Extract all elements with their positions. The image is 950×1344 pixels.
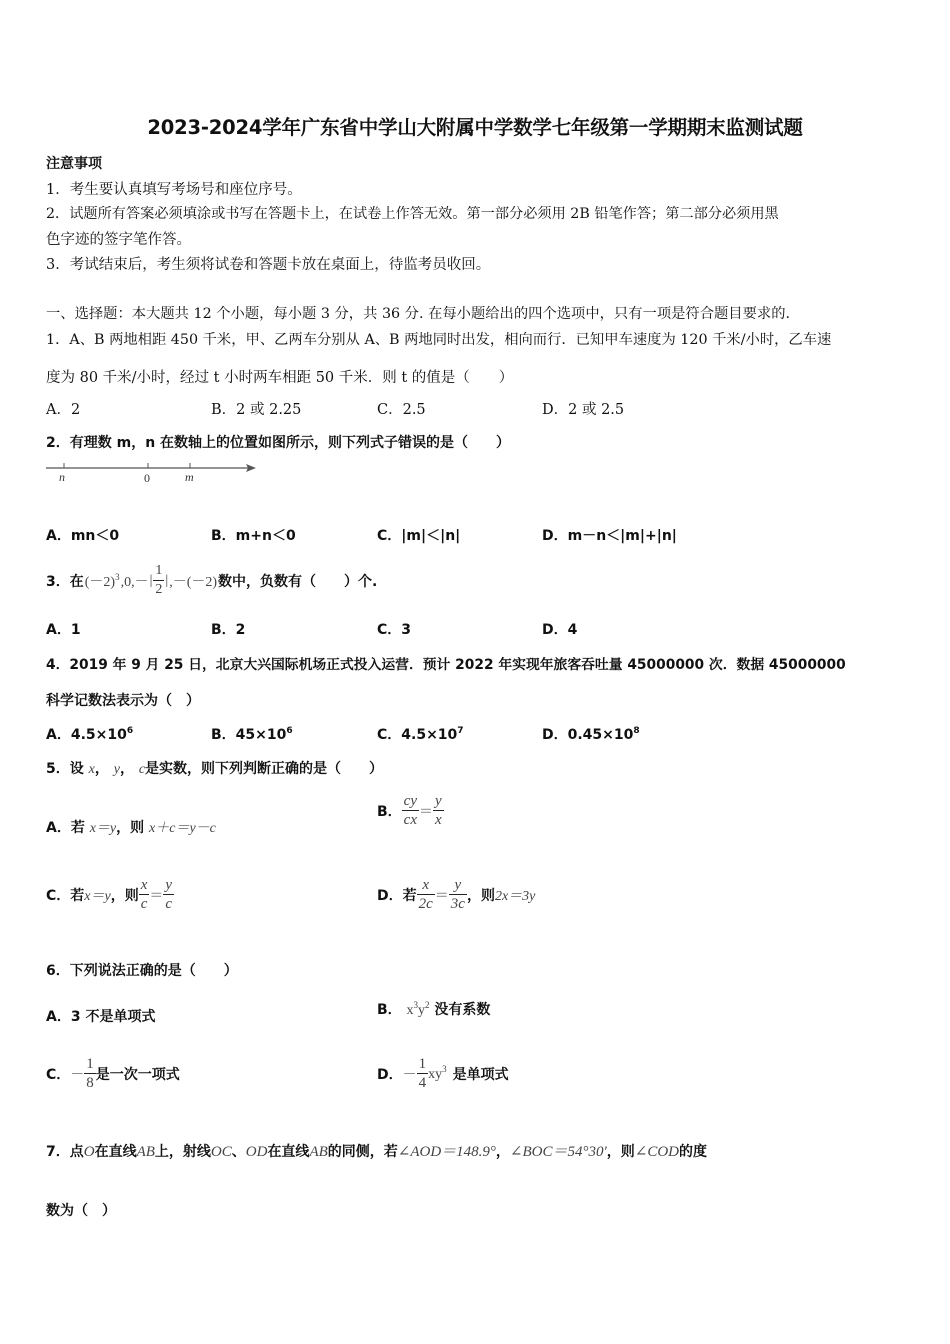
q4-option-d: D．$0.45\times 10^8$ (542, 726, 640, 743)
q5-option-c: C．若 x＝y ，则 $\frac{x}{c}$ ＝ $\frac{y}{c}$ (46, 877, 173, 912)
notice-item-2-cont: 色字迹的签字笔作答。 (46, 232, 191, 248)
q1-option-a: A．2 (46, 402, 81, 418)
q3-fraction: $\frac{1}{2}$ (155, 563, 163, 597)
q3-suffix: 数中，负数有（ ）个. (218, 573, 378, 590)
q2-option-b: B．m+n＜0 (211, 528, 296, 544)
notice-item-1: 1．考生要认真填写考场号和座位序号。 (46, 182, 302, 198)
q3-stem: 3．在 $(-2)^3$ ,0,－ | $\frac{1}{2}$ | ,－(－2) 数中，负数有（ ）个. (46, 563, 378, 597)
q3-expr-b: ,0,－ (120, 574, 149, 590)
q2-option-c: C．|m|＜|n| (377, 528, 461, 544)
page-title: 2023-2024学年广东省中学山大附属中学数学七年级第一学期期末监测试题 (147, 116, 803, 139)
q1-option-c: C．2.5 (377, 402, 426, 418)
q6-option-b: B． $x^3y^2$ 没有系数 (377, 1000, 491, 1018)
q4-option-b: B．$45\times 10^6$ (211, 726, 293, 743)
label-0: 0 (144, 471, 150, 485)
section-heading: 一、选择题：本大题共 12 个小题，每小题 3 分，共 36 分. 在每小题给出的四个选项中，只有一项是符合题目要求的. (46, 306, 791, 322)
label-n: n (59, 470, 65, 484)
q3-option-c: C．3 (377, 622, 412, 638)
q1-option-b: B．2 或 2.25 (211, 402, 302, 418)
q1-stem-line2: 度为 80 千米/小时，经过 t 小时两车相距 50 千米．则 t 的值是（ ） (46, 370, 514, 386)
q2-option-d: D．m－n＜|m|+|n| (542, 528, 677, 544)
q5-var-x: x (88, 762, 95, 777)
q3-option-b: B．2 (211, 622, 246, 638)
q3-option-d: D．4 (542, 622, 578, 638)
q4-option-c: C．$4.5\times 10^7$ (377, 726, 464, 743)
q1-option-d: D．2 或 2.5 (542, 402, 625, 418)
number-line-figure (42, 458, 262, 486)
q4-option-a: A．$4.5\times 10^6$ (46, 726, 134, 743)
q5-option-b: B． $\frac{cy}{cx}$ ＝ $\frac{y}{x}$ (377, 793, 442, 828)
q3-prefix: 3．在 (46, 573, 84, 590)
label-m: m (185, 470, 194, 484)
q5-option-d: D．若 $\frac{x}{2c}$ ＝ $\frac{y}{3c}$ ，则 2x＝3y (377, 877, 536, 912)
q5-var-c: c (138, 762, 146, 777)
q3-expr-a: $(-2)^3$ (84, 571, 120, 590)
notice-item-3: 3．考试结束后，考生须将试卷和答题卡放在桌面上，待监考员收回。 (46, 257, 491, 273)
q4-stem-line1: 4．2019 年 9 月 25 日，北京大兴国际机场正式投入运营．预计 2022 年实现年旅客吞吐量 45000000 次．数据 45000000 (46, 657, 846, 673)
q5-stem: 5．设 x， y， c是实数，则下列判断正确的是（ ） (46, 761, 384, 777)
q5-var-y: y (113, 762, 120, 777)
q6-stem: 6．下列说法正确的是（ ） (46, 963, 238, 979)
q3-expr-c: ,－(－2) (169, 574, 218, 590)
notice-item-2: 2．试题所有答案必须填涂或书写在答题卡上，在试卷上作答无效。第一部分必须用 2B 铅笔作答；第二部分必须用黑 (46, 206, 779, 222)
q4-stem-line2: 科学记数法表示为（ ） (46, 693, 200, 709)
q7-stem-line2: 数为（ ） (46, 1203, 116, 1219)
q6-option-c: C． － $\frac{1}{8}$ 是一次一项式 (46, 1056, 180, 1091)
q6-option-a: A．3 不是单项式 (46, 1009, 156, 1025)
q1-stem-line1: 1．A、B 两地相距 450 千米，甲、乙两车分别从 A、B 两地同时出发，相向而行．已知甲车速度为 120 千米/小时，乙车速 (46, 332, 832, 348)
notice-heading: 注意事项 (46, 156, 102, 172)
q3-option-a: A．1 (46, 622, 81, 638)
q7-stem-line1: 7．点O在直线AB上，射线OC、OD在直线AB的同侧，若∠AOD＝148.9°，∠BOC＝54°30′，则∠COD的度 (46, 1144, 708, 1160)
q6-expr-b: $x^3y^2$ (406, 1000, 430, 1018)
q2-stem: 2．有理数 m，n 在数轴上的位置如图所示，则下列式子错误的是（ ） (46, 435, 511, 451)
q6-option-d: D． － $\frac{1}{4}$ $xy^3$ 是单项式 (377, 1056, 509, 1091)
q2-option-a: A．mn＜0 (46, 528, 120, 544)
q5-option-a: A．若 x＝y，则 x＋c＝y－c (46, 820, 216, 836)
